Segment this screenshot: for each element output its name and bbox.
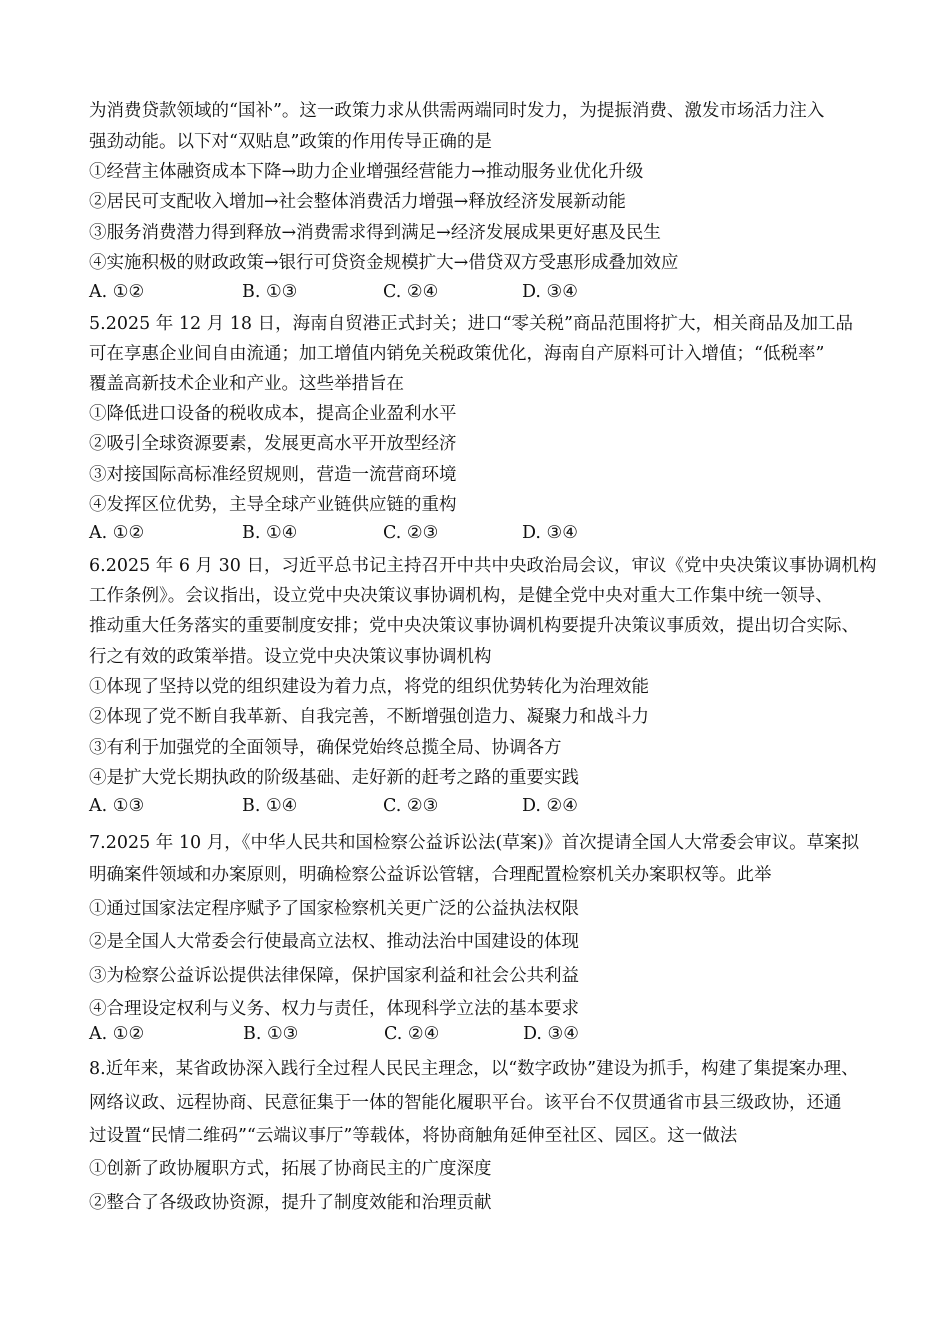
q6-choice-2: ②体现了党不断自我革新、自我完善，不断增强创造力、凝聚力和战斗力 bbox=[89, 707, 649, 727]
q7-stem-line-1: 7.2025 年 10 月，《中华人民共和国检察公益诉讼法(草案)》首次提请全国人大常委会审议。草案拟 bbox=[89, 833, 860, 853]
q6-stem-line-2: 工作条例》。会议指出，设立党中央决策议事协调机构，是健全党中央对重大工作集中统一领导、 bbox=[89, 586, 833, 606]
q5-option-d: D. ③④ bbox=[522, 523, 578, 543]
q7-option-a: A. ①② bbox=[89, 1024, 145, 1044]
q7-stem-line-2: 明确案件领域和办案原则，明确检察公益诉讼管辖，合理配置检察机关办案职权等。此举 bbox=[89, 865, 772, 885]
q4-stem-line-2: 强劲动能。以下对“双贴息”政策的作用传导正确的是 bbox=[89, 132, 492, 152]
q4-choice-3: ③服务消费潜力得到释放→消费需求得到满足→经济发展成果更好惠及民生 bbox=[89, 223, 661, 243]
q4-option-c: C. ②④ bbox=[383, 282, 439, 302]
q5-option-b: B. ①④ bbox=[242, 523, 298, 543]
q4-option-d: D. ③④ bbox=[522, 282, 578, 302]
q6-option-a: A. ①③ bbox=[89, 796, 145, 816]
q4-choice-4: ④实施积极的财政政策→银行可贷资金规模扩大→借贷双方受惠形成叠加效应 bbox=[89, 253, 679, 273]
q5-choice-1: ①降低进口设备的税收成本，提高企业盈利水平 bbox=[89, 404, 457, 424]
q6-stem-line-4: 行之有效的政策举措。设立党中央决策议事协调机构 bbox=[89, 647, 492, 667]
q6-option-c: C. ②③ bbox=[383, 796, 439, 816]
q8-stem-line-2: 网络议政、远程协商、民意征集于一体的智能化履职平台。该平台不仅贯通省市县三级政协，还通 bbox=[89, 1093, 842, 1113]
q4-option-a: A. ①② bbox=[89, 282, 145, 302]
q8-stem-line-1: 8.近年来，某省政协深入践行全过程人民民主理念，以“数字政协”建设为抓手，构建了集提案办理、 bbox=[89, 1059, 859, 1079]
q7-choice-2: ②是全国人大常委会行使最高立法权、推动法治中国建设的体现 bbox=[89, 932, 579, 952]
q5-option-a: A. ①② bbox=[89, 523, 145, 543]
q4-option-b: B. ①③ bbox=[242, 282, 298, 302]
q6-choice-3: ③有利于加强党的全面领导，确保党始终总揽全局、协调各方 bbox=[89, 738, 562, 758]
q8-choice-2: ②整合了各级政协资源，提升了制度效能和治理贡献 bbox=[89, 1193, 492, 1213]
q7-option-b: B. ①③ bbox=[243, 1024, 299, 1044]
q6-stem-line-3: 推动重大任务落实的重要制度安排；党中央决策议事协调机构要提升决策议事质效，提出切合实际、 bbox=[89, 616, 859, 636]
q5-stem-line-2: 可在享惠企业间自由流通；加工增值内销免关税政策优化，海南自产原料可计入增值；“低税率” bbox=[89, 344, 825, 364]
q5-choice-3: ③对接国际高标准经贸规则，营造一流营商环境 bbox=[89, 465, 457, 485]
q6-stem-line-1: 6.2025 年 6 月 30 日，习近平总书记主持召开中共中央政治局会议，审议《党中央决策议事协调机构 bbox=[89, 556, 877, 576]
q8-choice-1: ①创新了政协履职方式，拓展了协商民主的广度深度 bbox=[89, 1159, 492, 1179]
q7-option-d: D. ③④ bbox=[523, 1024, 579, 1044]
q6-choice-4: ④是扩大党长期执政的阶级基础、走好新的赶考之路的重要实践 bbox=[89, 768, 579, 788]
q4-choice-2: ②居民可支配收入增加→社会整体消费活力增强→释放经济发展新动能 bbox=[89, 192, 626, 212]
q4-stem-line-1: 为消费贷款领域的“国补”。这一政策力求从供需两端同时发力，为提振消费、激发市场活力注入 bbox=[89, 101, 825, 121]
q6-option-b: B. ①④ bbox=[242, 796, 298, 816]
q5-stem-line-3: 覆盖高新技术企业和产业。这些举措旨在 bbox=[89, 374, 404, 394]
q6-choice-1: ①体现了坚持以党的组织建设为着力点，将党的组织优势转化为治理效能 bbox=[89, 677, 649, 697]
q7-option-c: C. ②④ bbox=[384, 1024, 440, 1044]
q6-option-d: D. ②④ bbox=[522, 796, 578, 816]
q5-option-c: C. ②③ bbox=[383, 523, 439, 543]
q5-choice-4: ④发挥区位优势，主导全球产业链供应链的重构 bbox=[89, 495, 457, 515]
q5-stem-line-1: 5.2025 年 12 月 18 日，海南自贸港正式封关；进口“零关税”商品范围将扩大，相关商品及加工品 bbox=[89, 314, 853, 334]
q7-choice-1: ①通过国家法定程序赋予了国家检察机关更广泛的公益执法权限 bbox=[89, 899, 579, 919]
q8-stem-line-3: 过设置“民情二维码”“云端议事厅”等载体，将协商触角延伸至社区、园区。这一做法 bbox=[89, 1126, 738, 1146]
q4-choice-1: ①经营主体融资成本下降→助力企业增强经营能力→推动服务业优化升级 bbox=[89, 162, 644, 182]
q7-choice-3: ③为检察公益诉讼提供法律保障，保护国家利益和社会公共利益 bbox=[89, 966, 579, 986]
q5-choice-2: ②吸引全球资源要素，发展更高水平开放型经济 bbox=[89, 434, 457, 454]
q7-choice-4: ④合理设定权利与义务、权力与责任，体现科学立法的基本要求 bbox=[89, 999, 579, 1019]
